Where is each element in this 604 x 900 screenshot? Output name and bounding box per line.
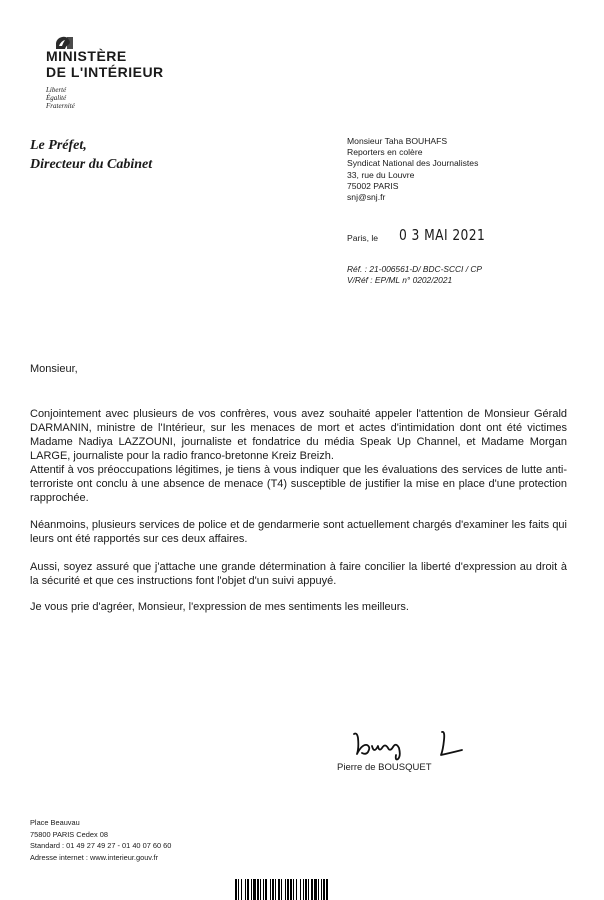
- body-paragraph: Néanmoins, plusieurs services de police et de gendarmerie sont actuellement chargés d'examiner les faits qui leurs ont été rapportés sur ces deux affaires.: [30, 519, 567, 546]
- sender-subtitle: Directeur du Cabinet: [30, 157, 153, 172]
- barcode-bar: [270, 879, 271, 900]
- recipient-name: Monsieur Taha BOUHAFS: [347, 136, 448, 146]
- barcode-bar: [305, 879, 307, 900]
- barcode-bar: [257, 879, 259, 900]
- signer-name: Pierre de BOUSQUET: [337, 762, 432, 773]
- barcode-bar: [245, 879, 246, 900]
- body-paragraph: Aussi, soyez assuré que j'attache une grande détermination à faire concilier la liberté d'expression au droit à la sécurité et que ces instructions font l'objet d'un suivi appuyé.: [30, 561, 567, 588]
- body-paragraph: Attentif à vos préoccupations légitimes, je tiens à vous indiquer que les évaluations des services de lutte anti-terroriste ont conclu à une absence de menace (T4) susceptible de justifier la mise en place d'une protection rapprochée.: [30, 464, 567, 505]
- closing-formula: Je vous prie d'agréer, Monsieur, l'expression de mes sentiments les meilleurs.: [30, 601, 409, 613]
- date-stamp: 0 3 MAI 2021: [399, 226, 486, 244]
- recipient-line: 75002 PARIS: [347, 180, 399, 191]
- ministry-name-line1: MINISTÈRE: [46, 48, 127, 64]
- barcode-bar: [323, 879, 325, 900]
- barcode-bar: [293, 879, 294, 900]
- references: [347, 264, 482, 286]
- ministry-logo: [46, 30, 186, 140]
- recipient-line: 33, rue du Louvre: [347, 169, 415, 180]
- barcode-bar: [326, 879, 328, 900]
- barcode-bar: [290, 879, 292, 900]
- barcode-bar: [318, 879, 319, 900]
- barcode-bar: [308, 879, 309, 900]
- footer-phone: Standard : 01 49 27 49 27 - 01 40 07 60 60: [30, 841, 172, 851]
- barcode-bar: [260, 879, 261, 900]
- body-paragraph: Conjointement avec plusieurs de vos confrères, vous avez souhaité appeler l'attention de Monsieur Gérald DARMANIN, ministre de l'Intérieur, sur les menaces de mort et actes d'intimidation dont ont été victimes Madame Nadiya LAZZOUNI, journaliste et fondatrice du média Speak Up Channel, et Madame Morgan LARGE, journaliste pour la radio franco-bretonne Kreiz Breizh.: [30, 408, 567, 463]
- barcode-bar: [253, 879, 256, 900]
- barcode-bar: [300, 879, 301, 900]
- barcode-bar: [275, 879, 276, 900]
- footer-line: Place Beauvau: [30, 818, 80, 827]
- barcode-bar: [287, 879, 289, 900]
- barcode-bar: [241, 879, 242, 900]
- barcode-bar: [285, 879, 286, 900]
- motto-egalite: Égalité: [46, 94, 67, 102]
- barcode-bar: [303, 879, 304, 900]
- recipient-address: [347, 136, 478, 203]
- motto-fraternite: Fraternité: [46, 102, 75, 110]
- footer-website: Adresse internet : www.interieur.gouv.fr: [30, 852, 159, 862]
- barcode-bar: [272, 879, 274, 900]
- motto-liberte: Liberté: [46, 86, 67, 94]
- recipient-email: snj@snj.fr: [347, 192, 386, 203]
- barcode-bar: [265, 879, 267, 900]
- barcode-bar: [238, 879, 239, 900]
- barcode-bar: [247, 879, 249, 900]
- footer-address: [30, 817, 171, 863]
- barcode-bar: [281, 879, 282, 900]
- barcode-bar: [251, 879, 252, 900]
- handwritten-signature: [350, 728, 480, 762]
- recipient-line: Reporters en colère: [347, 147, 423, 158]
- ministry-name-line2: DE L'INTÉRIEUR: [46, 64, 164, 80]
- reference: Réf. : 21-006561-D/ BDC-SCCI / CP: [347, 264, 482, 274]
- salutation: Monsieur,: [30, 363, 78, 375]
- sender-title: Le Préfet,: [30, 138, 87, 153]
- barcode-bar: [296, 879, 297, 900]
- barcode-bar: [311, 879, 313, 900]
- barcode: [235, 879, 379, 900]
- footer-line: 75800 PARIS Cedex 08: [30, 829, 108, 839]
- recipient-line: Syndicat National des Journalistes: [347, 158, 479, 169]
- date-place: Paris, le: [347, 233, 379, 243]
- barcode-bar: [314, 879, 317, 900]
- barcode-bar: [263, 879, 264, 900]
- barcode-bar: [321, 879, 322, 900]
- barcode-bar: [278, 879, 280, 900]
- barcode-bar: [235, 879, 237, 900]
- your-reference: V/Réf : EP/ML n° 0202/2021: [347, 275, 453, 285]
